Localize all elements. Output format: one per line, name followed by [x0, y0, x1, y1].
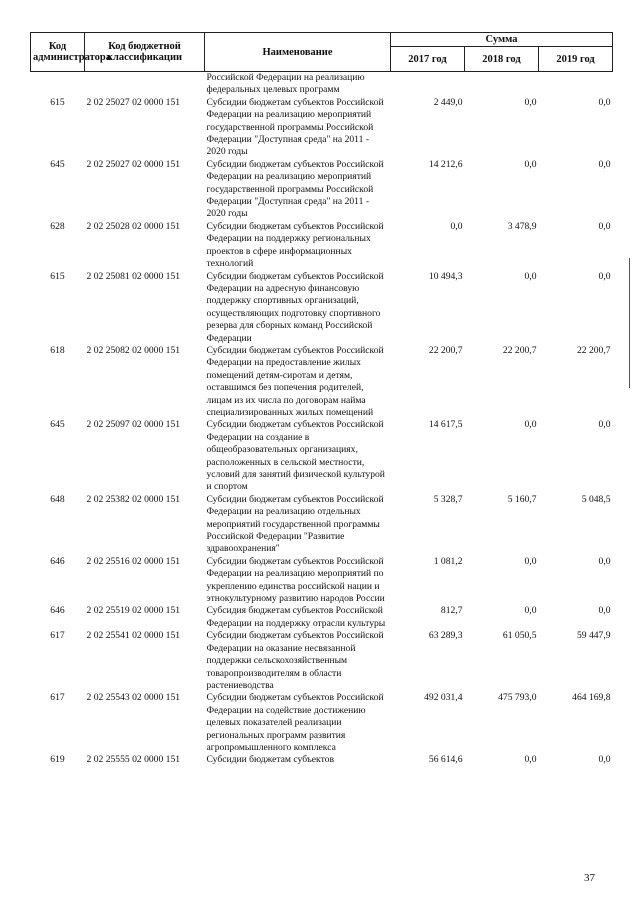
amount-2019-cell: 59 447,9: [576, 630, 611, 642]
table-row: [31, 692, 613, 754]
amount-2017-cell: 0,0: [450, 220, 463, 232]
kbk-cell: 2 02 25519 02 0000 151: [86, 605, 181, 617]
amount-2017-cell: 14 212,6: [428, 158, 463, 170]
table-row: [31, 419, 613, 493]
amount-2017-cell: 5 328,7: [433, 493, 463, 505]
amount-2017-cell: 1 081,2: [433, 555, 463, 567]
header-year-2019: 2019 год: [539, 47, 613, 72]
kbk-cell: 2 02 25081 02 0000 151: [86, 270, 181, 282]
amount-2017-cell: 10 494,3: [428, 270, 463, 282]
kbk-cell: 2 02 25028 02 0000 151: [86, 220, 181, 232]
table-row: [31, 271, 613, 345]
admin-code-cell: 615: [50, 96, 65, 108]
amount-2018-cell: 0,0: [524, 270, 537, 282]
amount-2017-cell: 56 614,6: [428, 754, 463, 766]
table-row: [31, 221, 613, 271]
kbk-cell: 2 02 25543 02 0000 151: [86, 692, 181, 704]
amount-2018-cell: 0,0: [524, 419, 537, 431]
amount-2018-cell: 0,0: [524, 158, 537, 170]
name-cell: Субсидии бюджетам субъектов Российской Федерации на поддержку региональных проектов в сфере информационных технологий: [206, 220, 384, 270]
header-sum: Сумма: [391, 33, 613, 47]
table-row: [31, 605, 613, 630]
name-cell: Субсидии бюджетам субъектов Российской Федерации на создание в общеобразовательных организациях, расположенных в сельской местности, условий для занятий физической культурой и спортом: [206, 419, 385, 493]
table-row: [31, 345, 613, 419]
name-cell: Субсидии бюджетам субъектов Российской Федерации на адресную финансовую поддержку спортивных организаций, осуществляющих подготовку спортивного резерва для сборных команд Российской Федерации: [206, 270, 384, 344]
name-cell: Субсидии бюджетам субъектов: [206, 754, 334, 766]
table-row: [31, 159, 613, 221]
continuation-row: [31, 72, 613, 97]
kbk-cell: 2 02 25082 02 0000 151: [86, 344, 181, 356]
budget-table: [30, 32, 613, 767]
header-year-2017: 2017 год: [391, 47, 465, 72]
name-cell: Субсидии бюджетам субъектов Российской Федерации на реализацию отдельных мероприятий государственной программы Российской Федерации "Развитие здравоохранения": [206, 493, 384, 555]
continuation-text: Российской Федерации на реализацию федеральных целевых программ: [206, 72, 365, 96]
kbk-cell: 2 02 25555 02 0000 151: [86, 754, 181, 766]
table-row: [31, 556, 613, 606]
kbk-cell: 2 02 25027 02 0000 151: [86, 158, 181, 170]
table-row: [31, 97, 613, 159]
amount-2019-cell: 0,0: [598, 158, 611, 170]
name-cell: Субсидии бюджетам субъектов Российской Федерации на реализацию мероприятий по укреплению единства российской нации и этнокультурному развитию народов России: [206, 555, 385, 605]
amount-2019-cell: 5 048,5: [581, 493, 611, 505]
amount-2018-cell: 0,0: [524, 754, 537, 766]
table-row: [31, 630, 613, 692]
table-row: [31, 494, 613, 556]
header-year-2018: 2018 год: [465, 47, 539, 72]
amount-2017-cell: 63 289,3: [428, 630, 463, 642]
amount-2019-cell: 0,0: [598, 270, 611, 282]
amount-2019-cell: 464 169,8: [572, 692, 611, 704]
amount-2019-cell: 0,0: [598, 754, 611, 766]
amount-2019-cell: 0,0: [598, 419, 611, 431]
name-cell: Субсидии бюджетам субъектов Российской Федерации на реализацию мероприятий государственной программы Российской Федерации "Доступная среда" на 2011 - 2020 годы: [206, 96, 384, 158]
kbk-cell: 2 02 25097 02 0000 151: [86, 419, 181, 431]
amount-2019-cell: 0,0: [598, 605, 611, 617]
admin-code-cell: 648: [50, 493, 65, 505]
amount-2018-cell: 61 050,5: [502, 630, 537, 642]
name-cell: Субсидия бюджетам субъектов Российской Федерации на поддержку отрасли культуры: [206, 605, 386, 629]
admin-code-cell: 646: [50, 605, 65, 617]
kbk-cell: 2 02 25382 02 0000 151: [86, 493, 181, 505]
amount-2019-cell: 22 200,7: [576, 344, 611, 356]
header-admin-code: Код администратора: [31, 33, 85, 72]
table-row: [31, 754, 613, 766]
name-cell: Субсидии бюджетам субъектов Российской Федерации на оказание несвязанной поддержки сельскохозяйственным товаропроизводителям в области растениеводства: [206, 630, 384, 691]
kbk-cell: 2 02 25027 02 0000 151: [86, 96, 181, 108]
table-body: [31, 72, 613, 767]
admin-code-cell: 618: [50, 344, 65, 356]
amount-2019-cell: 0,0: [598, 555, 611, 567]
scan-edge-mark: [629, 258, 630, 388]
header-kbk: Код бюджетной классификации: [85, 33, 205, 72]
amount-2018-cell: 0,0: [524, 605, 537, 617]
admin-code-cell: 645: [50, 158, 65, 170]
header-name: Наименование: [205, 33, 391, 72]
amount-2019-cell: 0,0: [598, 96, 611, 108]
admin-code-cell: 646: [50, 555, 65, 567]
amount-2017-cell: 492 031,4: [424, 692, 463, 704]
amount-2018-cell: 3 478,9: [507, 220, 537, 232]
amount-2018-cell: 22 200,7: [502, 344, 537, 356]
name-cell: Субсидии бюджетам субъектов Российской Федерации на реализацию мероприятий государственной программы Российской Федерации "Доступная среда" на 2011 - 2020 годы: [206, 158, 384, 220]
kbk-cell: 2 02 25541 02 0000 151: [86, 630, 181, 642]
name-cell: Субсидии бюджетам субъектов Российской Федерации на предоставление жилых помещений детям-сиротам и детям, оставшимся без попечения родителей, лицам из их числа по договорам найма специализированных жилых помещений: [206, 344, 384, 418]
admin-code-cell: 617: [50, 630, 65, 642]
amount-2019-cell: 0,0: [598, 220, 611, 232]
amount-2018-cell: 475 793,0: [498, 692, 537, 704]
amount-2017-cell: 22 200,7: [428, 344, 463, 356]
admin-code-cell: 615: [50, 270, 65, 282]
admin-code-cell: 645: [50, 419, 65, 431]
admin-code-cell: 619: [50, 754, 65, 766]
amount-2017-cell: 14 617,5: [428, 419, 463, 431]
amount-2017-cell: 812,7: [440, 605, 463, 617]
amount-2017-cell: 2 449,0: [433, 96, 463, 108]
page-number: 37: [584, 872, 595, 884]
kbk-cell: 2 02 25516 02 0000 151: [86, 555, 181, 567]
amount-2018-cell: 5 160,7: [507, 493, 537, 505]
amount-2018-cell: 0,0: [524, 555, 537, 567]
amount-2018-cell: 0,0: [524, 96, 537, 108]
name-cell: Субсидии бюджетам субъектов Российской Федерации на содействие достижению целевых показателей реализации региональных программ развития агропромышленного комплекса: [206, 692, 384, 753]
table-header: [31, 33, 613, 72]
admin-code-cell: 628: [50, 220, 65, 232]
admin-code-cell: 617: [50, 692, 65, 704]
